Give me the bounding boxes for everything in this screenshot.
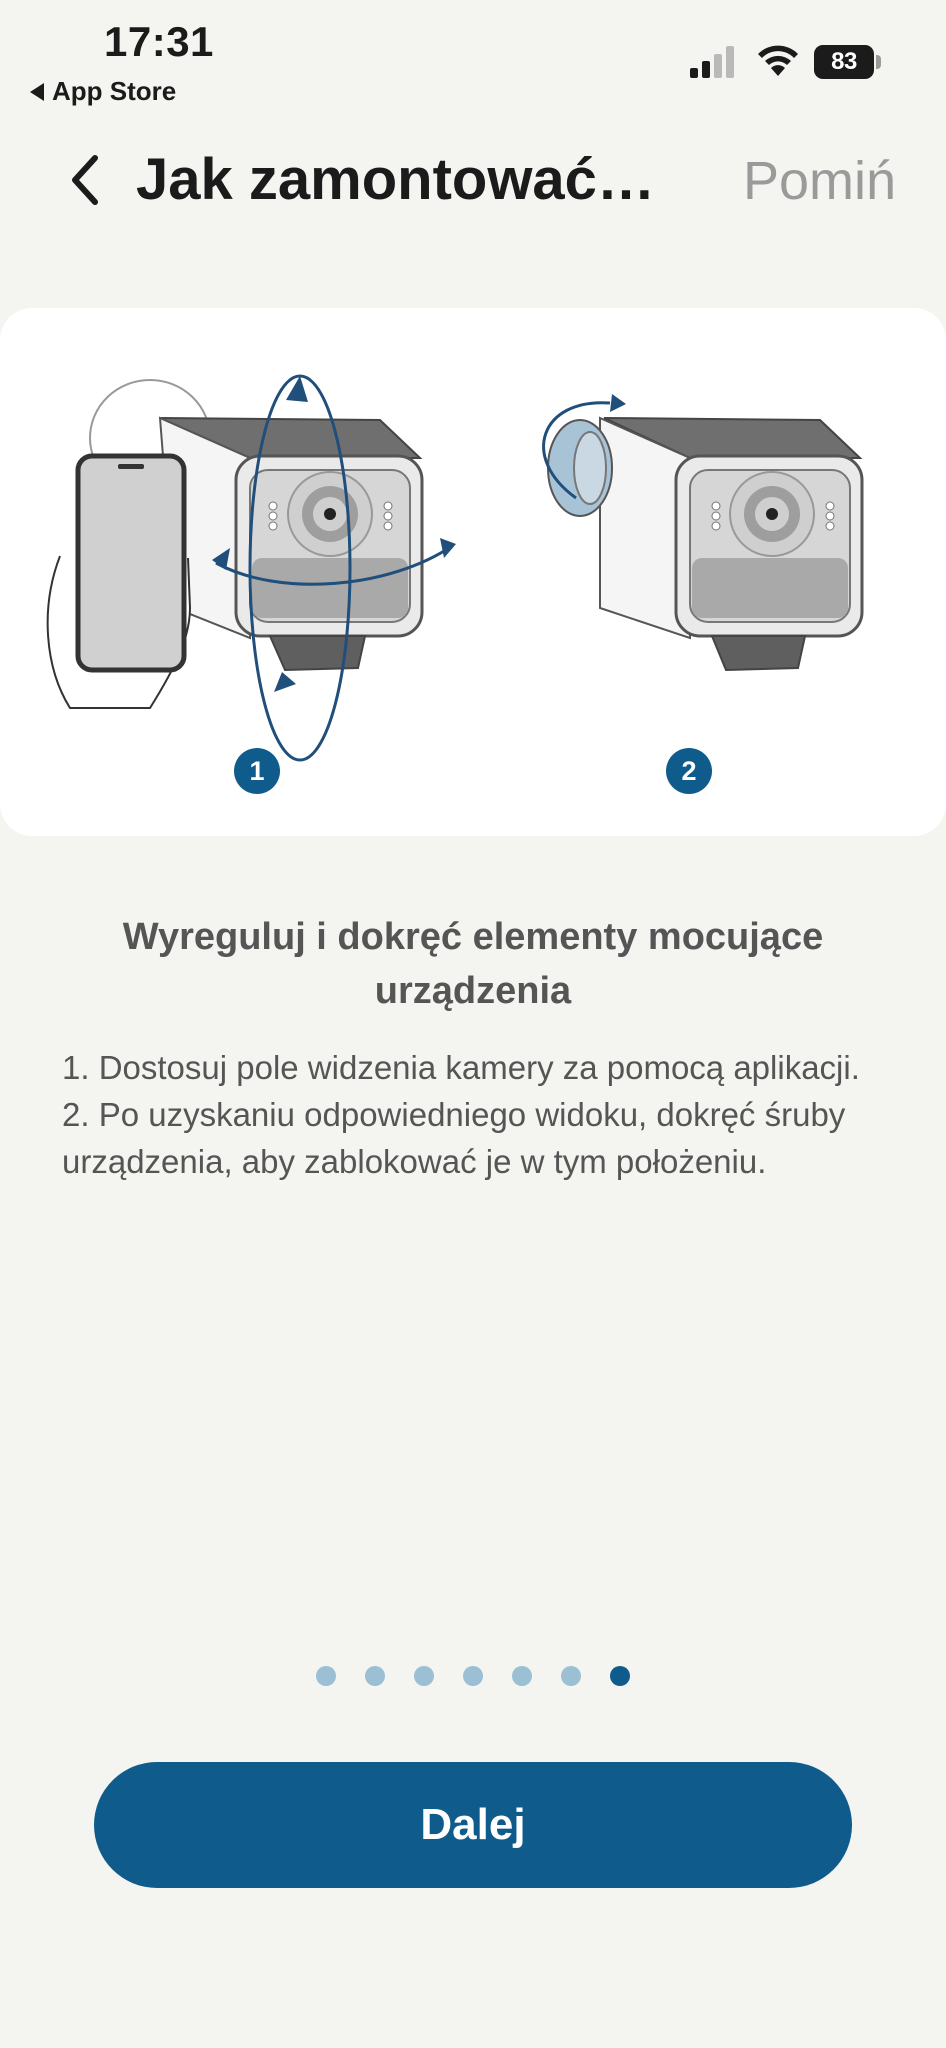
page-dot [316,1666,336,1686]
cellular-signal-icon [690,46,736,78]
status-bar [0,0,946,120]
page-dot [414,1666,434,1686]
instruction-body [62,1044,892,1185]
wifi-icon [756,42,800,78]
back-button[interactable] [56,150,112,210]
instruction-step-1: 1. Dostosuj pole widzenia kamery za pomocą aplikacji. [62,1049,860,1086]
instruction-step-2: 2. Po uzyskaniu odpowiedniego widoku, dokręć śruby urządzenia, aby zablokować je w tym położeniu. [62,1096,846,1180]
mounting-illustration-card [0,308,946,836]
step-badge-1: 1 [234,748,280,794]
status-time: 17:31 [104,18,214,65]
page-dot [463,1666,483,1686]
skip-button[interactable]: Pomiń [742,151,896,211]
next-button[interactable]: Dalej [94,1762,852,1888]
battery-icon [814,45,882,79]
page-title: Jak zamontować… [136,147,655,212]
battery-level: 83 [814,45,874,79]
page-dot [512,1666,532,1686]
camera-adjustment-illustration [0,308,946,836]
nav-header [0,130,946,230]
page-dot [365,1666,385,1686]
chevron-left-icon [67,154,101,206]
page-dot [610,1666,630,1686]
back-triangle-icon [30,83,44,101]
step-badge-2: 2 [666,748,712,794]
page-indicator [0,1666,946,1686]
instruction-title: Wyreguluj i dokręć elementy mocujące urządzenia [122,916,824,1012]
back-to-app-store-link[interactable] [30,76,176,107]
back-to-app-label: App Store [52,76,177,106]
page-dot [561,1666,581,1686]
